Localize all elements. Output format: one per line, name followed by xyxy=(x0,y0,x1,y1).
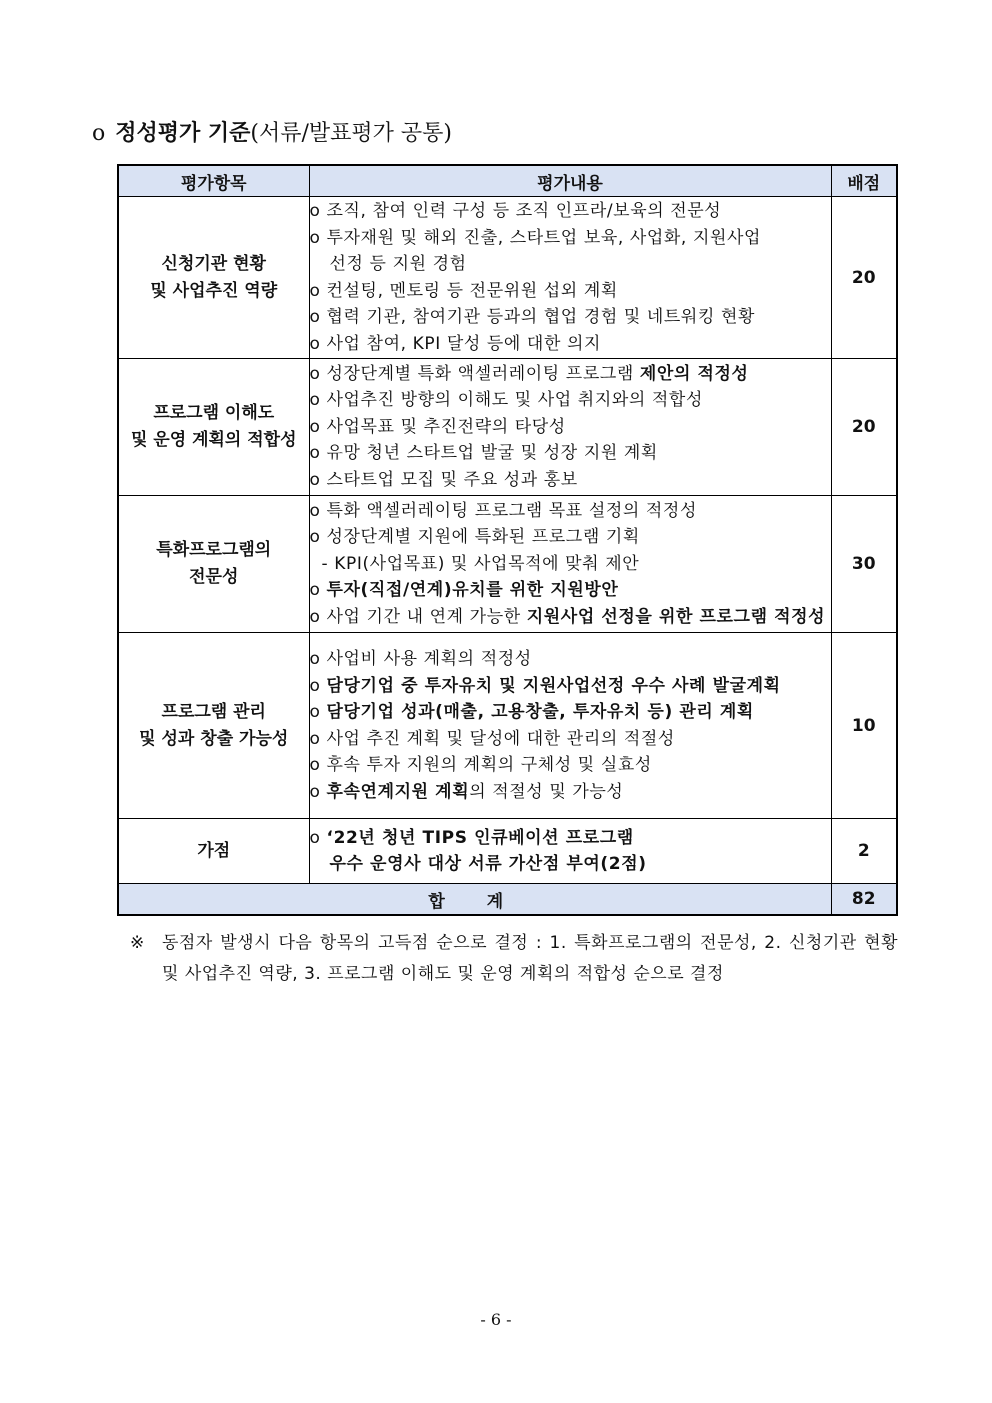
content-text: o 사업 기간 내 연계 가능한 xyxy=(309,606,527,627)
row-score: 2 xyxy=(831,819,897,884)
row-content xyxy=(309,819,831,884)
row-category xyxy=(118,633,309,819)
content-text: o 성장단계별 특화 액셀러레이팅 프로그램 xyxy=(309,363,640,384)
note-text: 동점자 발생시 다음 항목의 고득점 순으로 결정 : 1. 특화프로그램의 전문성, 2. 신청기관 현황 및 사업추진 역량, 3. 프로그램 이해도 및 운영 계획의 적합성 순으로 결정 xyxy=(162,933,898,984)
content-line xyxy=(310,387,831,414)
content-line xyxy=(310,331,831,358)
heading-subtitle: (서류/발표평가 공통) xyxy=(250,121,453,146)
table-row xyxy=(118,819,897,884)
heading-title: 정성평가 기준 xyxy=(115,120,251,146)
category-line: 프로그램 관리 xyxy=(161,701,266,722)
table-header-row xyxy=(118,165,897,197)
row-category xyxy=(118,819,309,884)
content-line xyxy=(310,673,831,700)
content-bold-text: 후속연계지원 계획 xyxy=(326,781,470,802)
category-line: 및 사업추진 역량 xyxy=(150,280,278,301)
total-score: 82 xyxy=(831,884,897,916)
content-text: o xyxy=(309,827,327,848)
content-line xyxy=(310,851,831,878)
content-line xyxy=(310,361,831,388)
header-category: 평가항목 xyxy=(118,165,309,197)
content-line xyxy=(310,251,831,278)
content-line xyxy=(310,498,831,525)
content-text: o 특화 액셀러레이팅 프로그램 목표 설정의 적정성 xyxy=(309,500,697,521)
content-text: o 스타트업 모집 및 주요 성과 홍보 xyxy=(309,469,578,490)
table-row xyxy=(118,633,897,819)
content-line xyxy=(310,646,831,673)
table-row xyxy=(118,197,897,359)
row-content xyxy=(309,197,831,359)
category-line: 및 성과 창출 가능성 xyxy=(139,728,289,749)
content-line xyxy=(310,524,831,551)
row-category xyxy=(118,197,309,359)
content-line xyxy=(310,752,831,779)
content-text: o 사업 참여, KPI 달성 등에 대한 의지 xyxy=(309,333,602,354)
content-line xyxy=(310,551,831,578)
content-bold-text: ‘22년 청년 TIPS 인큐베이션 프로그램 xyxy=(326,827,634,848)
page-number: - 6 - xyxy=(480,1310,512,1329)
content-text: o 협력 기관, 참여기관 등과의 협업 경험 및 네트워킹 현황 xyxy=(309,307,756,327)
tie-break-note xyxy=(130,928,898,990)
row-score: 30 xyxy=(831,496,897,633)
content-text: o 사업추진 방향의 이해도 및 사업 취지와의 적합성 xyxy=(309,390,703,411)
row-content xyxy=(309,359,831,496)
total-label: 합 계 xyxy=(118,884,831,916)
content-text: o xyxy=(309,702,327,722)
content-line xyxy=(310,304,831,331)
content-line xyxy=(310,577,831,604)
content-bold-text: 지원사업 선정을 위한 프로그램 적정성 xyxy=(526,606,826,627)
heading-bullet: o xyxy=(92,121,106,146)
content-bold-text: 담당기업 중 투자유치 및 지원사업선정 우수 사례 발굴계획 xyxy=(326,675,781,696)
category-line: 전문성 xyxy=(189,567,239,587)
content-line xyxy=(310,225,831,252)
content-text: o 사업 추진 계획 및 달성에 대한 관리의 적절성 xyxy=(309,728,675,749)
content-line xyxy=(310,414,831,441)
content-bold-text: 담당기업 성과(매출, 고용창출, 투자유치 등) 관리 계획 xyxy=(326,702,754,722)
row-category xyxy=(118,359,309,496)
content-line xyxy=(310,699,831,726)
table-row xyxy=(118,359,897,496)
header-content: 평가내용 xyxy=(309,165,831,197)
content-text: o 성장단계별 지원에 특화된 프로그램 기획 xyxy=(309,527,640,548)
category-line: 가점 xyxy=(197,840,231,861)
row-score: 20 xyxy=(831,359,897,496)
content-text: 선정 등 지원 경험 xyxy=(329,254,467,274)
header-score: 배점 xyxy=(831,165,897,197)
content-text: o xyxy=(309,781,327,802)
evaluation-criteria-table xyxy=(117,164,898,916)
content-bold-text: 우수 운영사 대상 서류 가산점 부여(2점) xyxy=(329,854,647,874)
content-text: o 컨설팅, 멘토링 등 전문위원 섭외 계획 xyxy=(309,280,618,301)
content-text: o 사업비 사용 계획의 적정성 xyxy=(309,649,532,669)
row-content xyxy=(309,633,831,819)
content-text: o xyxy=(309,675,327,696)
content-text: o 사업목표 및 추진전략의 타당성 xyxy=(309,416,566,437)
content-bold-text: 제안의 적정성 xyxy=(639,363,749,384)
row-content xyxy=(309,496,831,633)
table-row xyxy=(118,496,897,633)
content-text: o 조직, 참여 인력 구성 등 조직 인프라/보육의 전문성 xyxy=(309,201,722,221)
row-category xyxy=(118,496,309,633)
content-text: o 후속 투자 지원의 계획의 구체성 및 실효성 xyxy=(309,755,652,775)
content-line xyxy=(310,726,831,753)
content-text: o 투자재원 및 해외 진출, 스타트업 보육, 사업화, 지원사업 xyxy=(309,227,762,248)
content-line xyxy=(310,440,831,467)
content-line xyxy=(310,825,831,852)
category-line: 및 운영 계획의 적합성 xyxy=(130,430,297,450)
content-line xyxy=(310,779,831,806)
content-line xyxy=(310,198,831,225)
content-line xyxy=(310,278,831,305)
total-row xyxy=(118,884,897,916)
category-line: 신청기관 현황 xyxy=(161,253,266,274)
content-line xyxy=(310,467,831,494)
category-line: 특화프로그램의 xyxy=(156,540,272,560)
content-text: o xyxy=(309,580,327,601)
row-score: 10 xyxy=(831,633,897,819)
content-bold-text: 투자(직접/연계)유치를 위한 지원방안 xyxy=(326,580,619,601)
note-mark: ※ xyxy=(130,933,145,953)
content-text: o 유망 청년 스타트업 발굴 및 성장 지원 계획 xyxy=(309,443,658,464)
row-score: 20 xyxy=(831,197,897,359)
section-heading xyxy=(92,116,452,147)
content-text: 의 적절성 및 가능성 xyxy=(469,781,624,802)
category-line: 프로그램 이해도 xyxy=(153,403,275,423)
content-line xyxy=(310,604,831,631)
content-text: - KPI(사업목표) 및 사업목적에 맞춰 제안 xyxy=(321,553,640,574)
